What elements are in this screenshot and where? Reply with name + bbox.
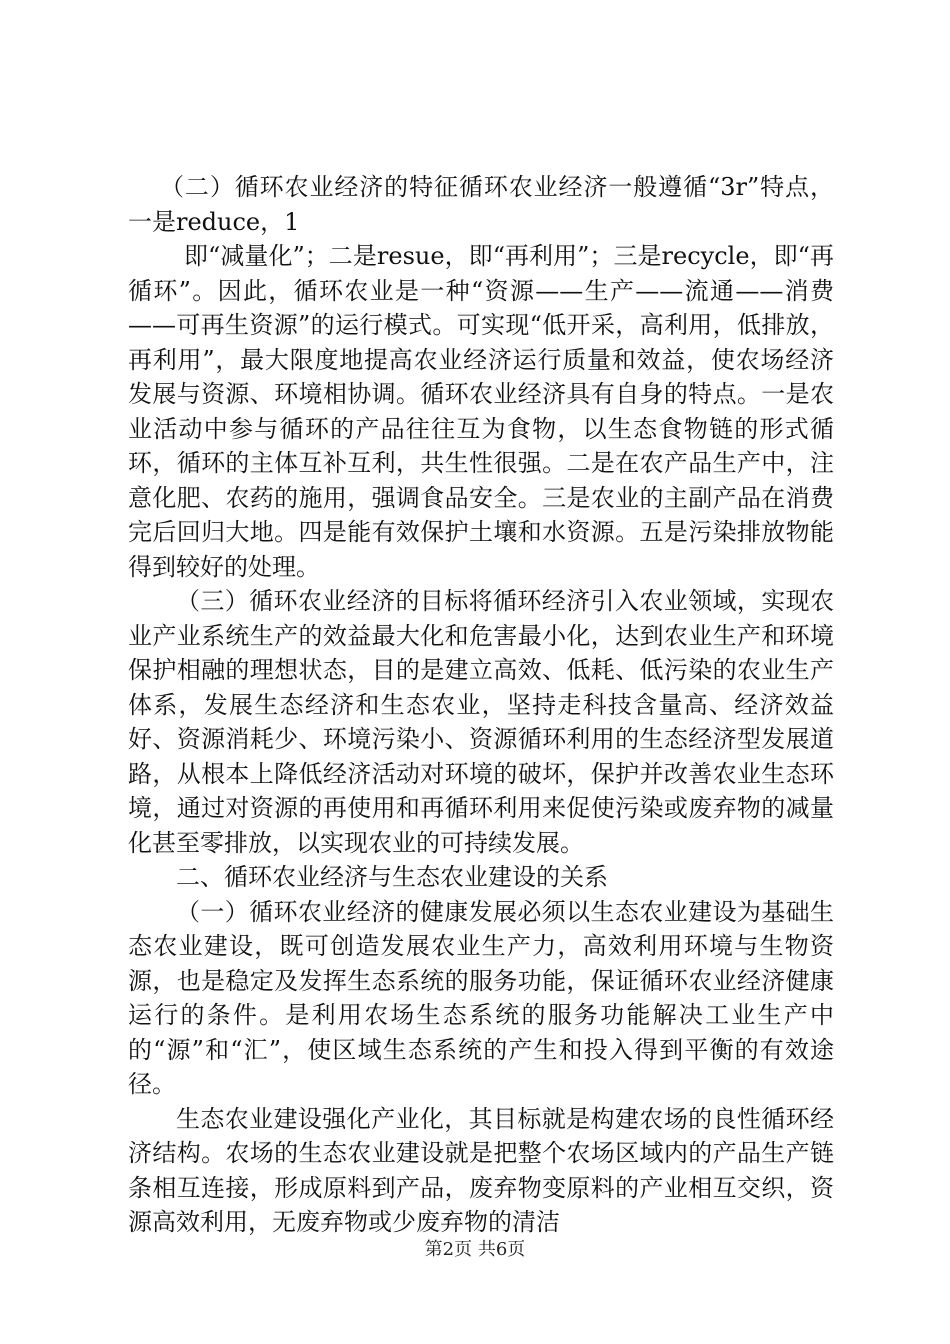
paragraph-foundation: （一）循环农业经济的健康发展必须以生态农业建设为基础生态农业建设，既可创造发展农业生产力，高效利用环境与生物资源，也是稳定及发挥生态系统的服务功能，保证循环农业经济健康运行的条件。是利用农场生态系统的服务功能解决工业生产中的“源”和“汇”，使区域生态系统的产生和投入得到平衡的有效途径。 bbox=[128, 897, 834, 1098]
paragraph-feature-body: 即“减量化”；二是resue，即“再利用”；三是recycle，即“再循环”。因此，循环农业是一种“资源——生产——流通——消费——可再生资源”的运行模式。可实现“低开采，高利用，低排放，再利用”，最大限度地提高农业经济运行质量和效益，使农场经济发展与资源、环境相协调。循环农业经济具有自身的特点。一是农业活动中参与循环的产品往往互为食物，以生态食物链的形式循环，循环的主体互补互利，共生性很强。二是在农产品生产中，注意化肥、农药的施用，强调食品安全。三是农业的主副产品在消费完后回归大地。四是能有效保护土壤和水资源。五是污染排放物能得到较好的处理。 bbox=[128, 242, 834, 581]
document-body bbox=[128, 170, 834, 1240]
page-footer: 第2页 共6页 bbox=[424, 1239, 526, 1260]
paragraph-industrialization: 生态农业建设强化产业化，其目标就是构建农场的良性循环经济结构。农场的生态农业建设就是把整个农场区域内的产品生产链条相互连接，形成原料到产品，废弃物变原料的产业相互交织，资源高效利用，无废弃物或少废弃物的清洁 bbox=[128, 1104, 834, 1236]
paragraph-objective: （三）循环农业经济的目标将循环经济引入农业领域，实现农业产业系统生产的效益最大化和危害最小化，达到农业生产和环境保护相融的理想状态，目的是建立高效、低耗、低污染的农业生产体系，发展生态经济和生态农业，坚持走科技含量高、经济效益好、资源消耗少、环境污染小、资源循环利用的生态经济型发展道路，从根本上降低经济活动对环境的破坏，保护并改善农业生态环境，通过对资源的再使用和再循环利用来促使污染或废弃物的减量化甚至零排放，以实现农业的可持续发展。 bbox=[128, 587, 834, 857]
paragraph-feature-heading: （二）循环农业经济的特征循环农业经济一般遵循“3r”特点，一是reduce，1 bbox=[128, 173, 834, 236]
section-heading-relationship: 二、循环农业经济与生态农业建设的关系 bbox=[176, 863, 608, 891]
